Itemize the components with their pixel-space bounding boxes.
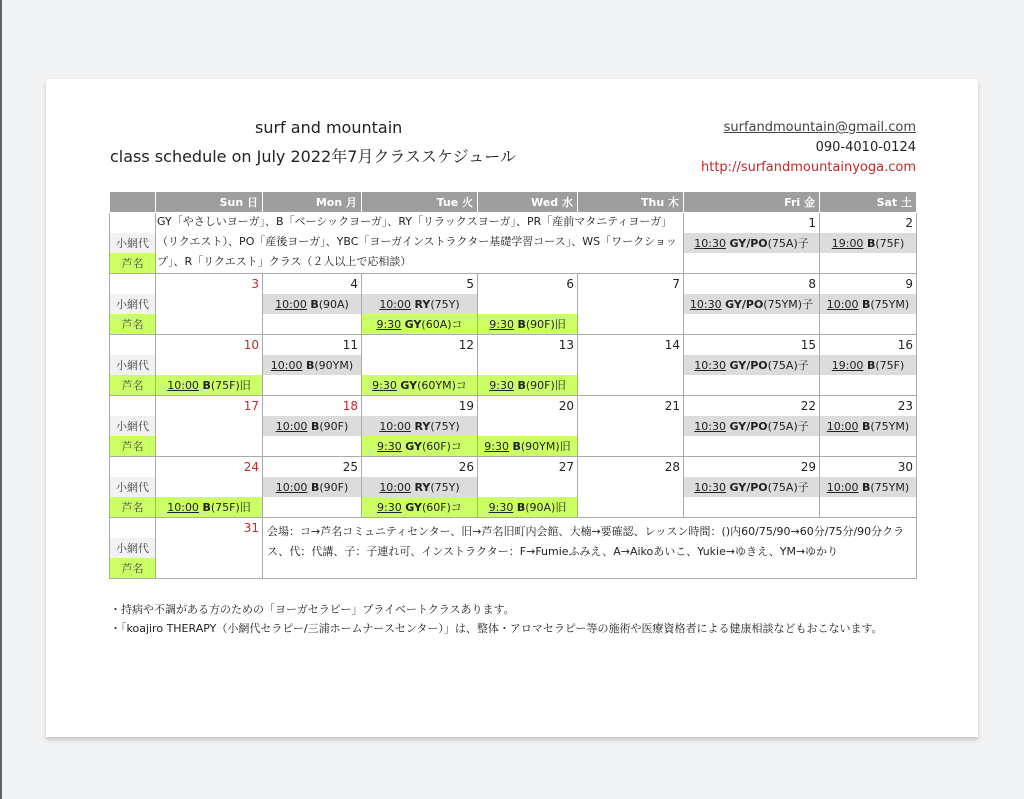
empty-cell <box>263 436 362 457</box>
class-code: GY/PO <box>729 237 768 250</box>
class-code: GY <box>405 440 423 453</box>
date-number: 22 <box>684 396 820 417</box>
class-time: 9:30 <box>489 318 514 331</box>
class-code: B <box>862 419 871 433</box>
class-detail: (75YM) <box>870 480 910 494</box>
empty-cell <box>156 436 263 457</box>
date-number: 26 <box>362 457 478 478</box>
day-header-sat: Sat 土 <box>820 192 917 213</box>
date-number: 14 <box>578 335 684 356</box>
date-number: 17 <box>156 396 263 417</box>
class-entry <box>362 375 478 396</box>
class-time: 10:00 <box>275 297 307 311</box>
class-detail: (75A)子 <box>767 420 809 433</box>
class-code: B <box>202 501 211 514</box>
class-code: B <box>866 236 876 250</box>
empty-cell <box>263 497 362 518</box>
class-detail: (90F) <box>319 480 349 494</box>
empty-cell <box>478 477 578 497</box>
date-number: 30 <box>820 457 917 478</box>
class-detail: (90F) <box>319 419 349 433</box>
class-code: GY/PO <box>729 420 768 433</box>
row-label-blank <box>110 274 156 295</box>
class-detail: (75Y) <box>430 419 460 433</box>
class-entry <box>820 355 917 375</box>
date-number: 15 <box>684 335 820 356</box>
class-code: B <box>517 318 526 331</box>
date-number: 13 <box>478 335 578 356</box>
empty-cell <box>820 253 917 274</box>
date-number: 18 <box>263 396 362 417</box>
empty-cell <box>263 314 362 335</box>
class-detail: (60YM)コ <box>417 379 467 392</box>
empty-cell <box>263 375 362 396</box>
class-entry <box>362 416 478 436</box>
empty-cell <box>156 538 263 558</box>
ashina-row <box>110 375 917 396</box>
class-time: 10:00 <box>826 480 859 494</box>
kozushiro-row <box>110 355 917 375</box>
class-entry <box>362 477 478 497</box>
class-legend: GY「やさしいヨーガ」、B「ベーシックヨーガ」、RY「リラックスヨーガ」、PR「産前マタニティヨーガ」（リクエスト）、PO「産後ヨーガ」、YBC「ヨーガインストラクター基礎学習コース」、WS「ワークショップ」、R「リクエスト」クラス（２人以上で応相談） <box>157 215 677 268</box>
date-number: 12 <box>362 335 478 356</box>
date-number: 7 <box>578 274 684 295</box>
class-detail: (90YM)旧 <box>520 440 571 453</box>
kozushiro-label: 小網代 <box>110 416 156 436</box>
empty-cell <box>684 497 820 518</box>
class-code: GY/PO <box>729 359 768 372</box>
empty-cell <box>820 375 917 396</box>
empty-cell <box>578 416 684 436</box>
class-detail: (75F)旧 <box>210 379 251 392</box>
class-detail: (75Y) <box>430 480 460 494</box>
class-entry <box>684 294 820 314</box>
window-edge <box>0 0 2 799</box>
schedule-title: class schedule on July 2022年7月クラススケジュール <box>110 147 516 166</box>
class-detail: (75YM)子 <box>763 298 814 311</box>
date-number: 24 <box>156 457 263 478</box>
class-detail: (90YM) <box>314 358 354 372</box>
class-time: 10:30 <box>694 359 726 372</box>
brand-title: surf and mountain <box>255 118 403 137</box>
date-number: 11 <box>263 335 362 356</box>
class-time: 10:30 <box>694 481 726 494</box>
date-number: 6 <box>478 274 578 295</box>
ashina-label: 芦名 <box>110 497 156 518</box>
empty-cell <box>820 314 917 335</box>
empty-cell <box>478 355 578 375</box>
kozushiro-row <box>110 416 917 436</box>
empty-cell <box>684 375 820 396</box>
class-code: B <box>862 480 871 494</box>
date-number: 23 <box>820 396 917 417</box>
class-entry <box>820 477 917 497</box>
empty-cell <box>578 294 684 314</box>
class-code: B <box>517 379 526 392</box>
class-entry <box>263 416 362 436</box>
date-number: 31 <box>156 518 263 539</box>
phone-number: 090-4010-0124 <box>815 140 916 155</box>
ashina-row <box>110 497 917 518</box>
class-code: B <box>202 379 211 392</box>
empty-cell <box>578 355 684 375</box>
empty-cell <box>478 416 578 436</box>
kozushiro-label: 小網代 <box>110 294 156 314</box>
row-label-blank <box>110 335 156 356</box>
class-detail: (75F) <box>875 236 905 250</box>
class-time: 10:00 <box>379 297 412 311</box>
class-entry <box>478 436 578 457</box>
class-code: GY/PO <box>725 298 764 311</box>
empty-cell <box>820 497 917 518</box>
class-entry <box>684 416 820 436</box>
class-time: 10:00 <box>275 419 308 433</box>
date-number: 8 <box>684 274 820 295</box>
class-entry <box>684 355 820 375</box>
day-header-wed: Wed 水 <box>478 192 578 213</box>
class-entry <box>156 375 263 396</box>
class-code: RY <box>414 419 431 433</box>
class-detail: (90F)旧 <box>525 379 566 392</box>
ashina-label: 芦名 <box>110 314 156 335</box>
footer-notes <box>110 600 915 638</box>
class-detail: (75YM) <box>870 419 910 433</box>
class-entry <box>684 233 820 253</box>
class-time: 10:30 <box>689 298 722 311</box>
empty-cell <box>362 355 478 375</box>
class-time: 10:00 <box>826 419 859 433</box>
class-entry <box>156 497 263 518</box>
class-entry <box>684 477 820 497</box>
class-detail: (90A) <box>318 297 349 311</box>
class-time: 10:00 <box>379 419 412 433</box>
class-time: 10:00 <box>826 297 859 311</box>
date-number: 4 <box>263 274 362 295</box>
class-time: 10:30 <box>694 237 726 250</box>
class-detail: (75A)子 <box>767 237 809 250</box>
empty-cell <box>578 497 684 518</box>
date-number: 2 <box>820 213 917 234</box>
class-code: B <box>306 358 315 372</box>
class-code: B <box>516 501 526 514</box>
day-header-tue: Tue 火 <box>362 192 478 213</box>
class-time: 10:00 <box>379 480 412 494</box>
row-label-blank <box>110 396 156 417</box>
ashina-row <box>110 436 917 457</box>
week-date-row <box>110 274 917 295</box>
class-detail: (60F)コ <box>422 501 462 514</box>
class-detail: (75A)子 <box>767 359 809 372</box>
class-detail: (90A)旧 <box>525 501 567 514</box>
ashina-row <box>110 314 917 335</box>
footer-line: ・持病や不調がある方のための「ヨーガセラピー」プライベートクラスあります。 <box>110 603 515 616</box>
row-label-blank <box>110 213 156 234</box>
date-number: 19 <box>362 396 478 417</box>
ashina-label: 芦名 <box>110 375 156 396</box>
corner-header <box>110 192 156 213</box>
class-code: GY/PO <box>729 481 768 494</box>
email-link[interactable]: surfandmountain@gmail.com <box>723 120 916 135</box>
empty-cell <box>156 355 263 375</box>
kozushiro-label: 小網代 <box>110 538 156 558</box>
class-time: 10:00 <box>275 480 308 494</box>
class-entry <box>478 375 578 396</box>
date-number: 28 <box>578 457 684 478</box>
class-time: 9:30 <box>377 440 402 453</box>
class-entry <box>263 294 362 314</box>
kozushiro-label: 小網代 <box>110 233 156 253</box>
row-label-blank <box>110 518 156 539</box>
date-number: 1 <box>684 213 820 234</box>
class-code: GY <box>404 318 422 331</box>
kozushiro-row <box>110 294 917 314</box>
class-time: 9:30 <box>488 501 514 514</box>
date-number: 29 <box>684 457 820 478</box>
week-date-row <box>110 335 917 356</box>
class-time: 10:00 <box>167 501 199 514</box>
class-code: B <box>866 358 876 372</box>
ashina-label: 芦名 <box>110 436 156 457</box>
footer-line: ・「koajiro THERAPY（小網代セラピー/三浦ホームナースセンター）」は、整体・アロマセラピー等の施術や医療資格者による健康相談などもおこないます。 <box>110 622 883 635</box>
class-code: B <box>310 297 319 311</box>
empty-cell <box>478 294 578 314</box>
class-code: RY <box>414 297 431 311</box>
empty-cell <box>820 436 917 457</box>
date-number: 21 <box>578 396 684 417</box>
week-date-row <box>110 396 917 417</box>
class-detail: (60A)コ <box>421 318 463 331</box>
empty-cell <box>684 314 820 335</box>
empty-cell <box>156 314 263 335</box>
class-time: 10:30 <box>694 420 726 433</box>
class-code: B <box>512 440 521 453</box>
class-time: 9:30 <box>372 379 397 392</box>
empty-cell <box>684 253 820 274</box>
date-number: 16 <box>820 335 917 356</box>
class-detail: (75A)子 <box>767 481 809 494</box>
date-number: 3 <box>156 274 263 295</box>
empty-cell <box>578 436 684 457</box>
class-entry <box>820 416 917 436</box>
class-detail: (90F)旧 <box>525 318 566 331</box>
date-number: 27 <box>478 457 578 478</box>
class-time: 9:30 <box>489 379 514 392</box>
empty-cell <box>684 436 820 457</box>
class-detail: (75YM) <box>870 297 910 311</box>
class-time: 9:30 <box>377 501 402 514</box>
day-header-fri: Fri 金 <box>684 192 820 213</box>
class-entry <box>478 497 578 518</box>
class-entry <box>362 497 478 518</box>
empty-cell <box>156 558 263 579</box>
class-code: RY <box>414 480 431 494</box>
class-entry <box>263 477 362 497</box>
website-link[interactable]: http://surfandmountainyoga.com <box>701 160 916 175</box>
class-time: 19:00 <box>831 358 864 372</box>
day-header-sun: Sun 日 <box>156 192 263 213</box>
day-header-mon: Mon 月 <box>263 192 362 213</box>
row-label-blank <box>110 457 156 478</box>
empty-cell <box>156 294 263 314</box>
empty-cell <box>156 477 263 497</box>
class-entry <box>263 355 362 375</box>
date-number: 20 <box>478 396 578 417</box>
class-entry <box>820 294 917 314</box>
class-detail: (75Y) <box>430 297 460 311</box>
empty-cell <box>578 375 684 396</box>
class-detail: (60F)コ <box>422 440 462 453</box>
kozushiro-label: 小網代 <box>110 477 156 497</box>
kozushiro-row <box>110 477 917 497</box>
class-detail: (75F)旧 <box>210 501 251 514</box>
class-entry <box>362 314 478 335</box>
class-detail: (75F) <box>875 358 905 372</box>
class-code: GY <box>405 501 423 514</box>
empty-cell <box>156 416 263 436</box>
class-code: B <box>310 480 320 494</box>
class-code: GY <box>400 379 418 392</box>
class-entry <box>478 314 578 335</box>
day-header-thu: Thu 木 <box>578 192 684 213</box>
class-time: 10:00 <box>270 358 303 372</box>
class-code: B <box>310 419 320 433</box>
date-number: 9 <box>820 274 917 295</box>
empty-cell <box>578 314 684 335</box>
date-number: 10 <box>156 335 263 356</box>
class-time: 19:00 <box>831 236 864 250</box>
contact-block <box>701 118 916 178</box>
week-date-row <box>110 457 917 478</box>
date-number: 5 <box>362 274 478 295</box>
ashina-label: 芦名 <box>110 558 156 579</box>
empty-cell <box>578 477 684 497</box>
class-entry <box>820 233 917 253</box>
kozushiro-label: 小網代 <box>110 355 156 375</box>
class-entry <box>362 294 478 314</box>
date-number: 25 <box>263 457 362 478</box>
class-time: 9:30 <box>376 318 402 331</box>
class-time: 9:30 <box>484 440 509 453</box>
class-code: B <box>862 297 871 311</box>
ashina-label: 芦名 <box>110 253 156 274</box>
class-time: 10:00 <box>167 379 199 392</box>
venue-notes: 会場：コ→芦名コミュニティセンター、旧→芦名旧町内会館、大楠→要確認、レッスン時間：()内60/75/90→60分/75分/90分クラス、代：代講、子：子連れ可、インストラクター：F→Fumieふみえ、A→Aikoあいこ、Yukie→ゆきえ、YM→ゆかり <box>267 525 905 558</box>
class-entry <box>362 436 478 457</box>
